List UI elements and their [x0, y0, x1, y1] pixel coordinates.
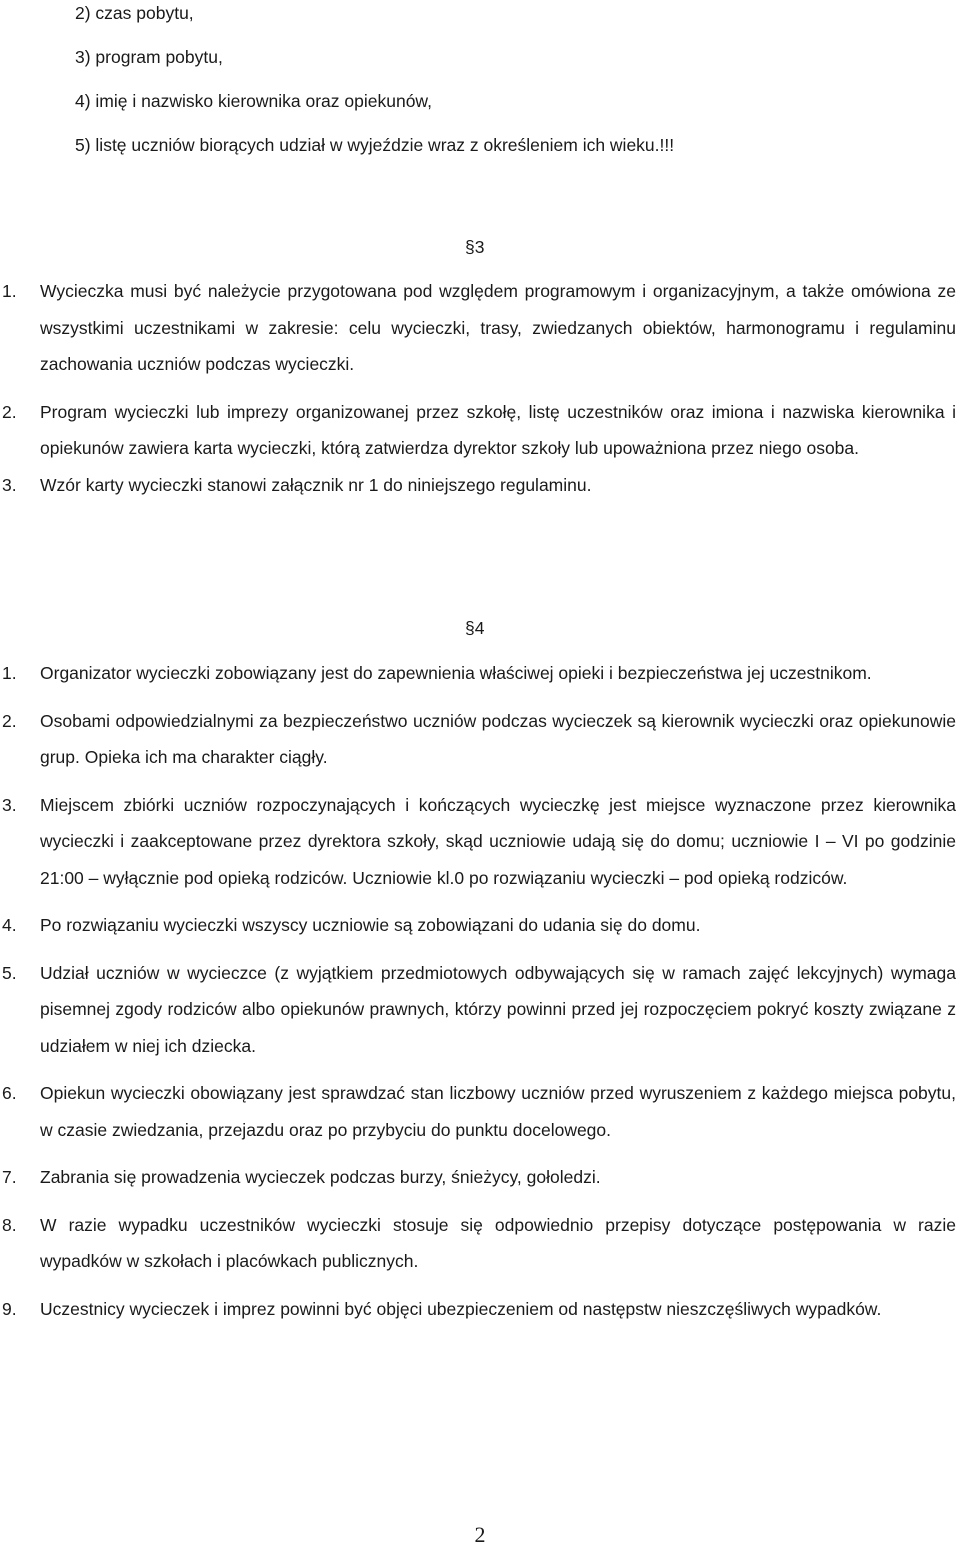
list-item [0, 1207, 956, 1280]
item-text: Udział uczniów w wycieczce (z wyjątkiem przedmiotowych odbywających się w ramach zajęć lekcyjnych) wymaga pisemnej zgody rodziców albo opiekunów prawnych, którzy powinni przed jej rozpoczęciem pokryć koszty związane z udziałem w niej ich dziecka. [40, 962, 956, 1056]
item-number: 7. [2, 1167, 17, 1187]
item-number: 2. [2, 710, 17, 731]
list-item: 3) program pobytu, [75, 47, 223, 67]
item-text: Po rozwiązaniu wycieczki wszyscy uczniowie są zobowiązani do udania się do domu. [40, 915, 701, 935]
list-item [0, 467, 956, 504]
item-text: Miejscem zbiórki uczniów rozpoczynających i kończących wycieczkę jest miejsce wyznaczone przez kierownika wycieczki i zaakceptowane przez dyrektora szkoły, skąd uczniowie udają się do domu; uczniowie I – VI po godzinie 21:00 – wyłącznie pod opieką rodziców. Uczniowie kl.0 po rozwiązaniu wycieczki – pod opieką rodziców. [40, 794, 956, 888]
list-item: 5) listę uczniów biorących udział w wyjeździe wraz z określeniem ich wieku.!!! [75, 135, 675, 155]
item-text: Osobami odpowiedzialnymi za bezpieczeństwo uczniów podczas wycieczek są kierownik wycieczki oraz opiekunowie grup. Opieka ich ma charakter ciągły. [40, 710, 956, 767]
section-4-list [0, 655, 956, 1327]
intro-list [75, 1, 935, 177]
list-item [0, 787, 956, 897]
item-number: 5. [2, 962, 17, 983]
item-text: Wzór karty wycieczki stanowi załącznik nr 1 do niniejszego regulaminu. [40, 474, 592, 495]
item-number: 6. [2, 1083, 17, 1103]
list-item [0, 1291, 956, 1328]
list-item [0, 655, 956, 692]
list-item [0, 955, 956, 1065]
item-number: 1. [2, 281, 17, 301]
section-4-heading: §4 [465, 618, 485, 638]
item-text: Organizator wycieczki zobowiązany jest do zapewnienia właściwej opieki i bezpieczeństwa jej uczestnikom. [40, 663, 872, 683]
item-number: 1. [2, 663, 17, 683]
item-number: 3. [2, 474, 17, 495]
list-item [0, 703, 956, 776]
list-item [0, 907, 956, 944]
item-number: 4. [2, 915, 17, 935]
item-number: 3. [2, 794, 17, 815]
item-text: W razie wypadku uczestników wycieczki stosuje się odpowiednio przepisy dotyczące postępowania w razie wypadków w szkołach i placówkach publicznych. [40, 1214, 956, 1271]
list-item: 4) imię i nazwisko kierownika oraz opiekunów, [75, 91, 432, 111]
item-number: 9. [2, 1298, 17, 1319]
list-item [0, 273, 956, 383]
item-text: Zabrania się prowadzenia wycieczek podczas burzy, śnieżycy, gołoledzi. [40, 1167, 601, 1187]
item-number: 2. [2, 401, 17, 422]
list-item [0, 394, 956, 467]
list-item [0, 1159, 956, 1196]
section-3-heading: §3 [465, 237, 485, 257]
page-number: 2 [474, 1522, 486, 1547]
item-text: Program wycieczki lub imprezy organizowanej przez szkołę, listę uczestników oraz imiona i nazwiska kierownika i opiekunów zawiera karta wycieczki, którą zatwierdza dyrektor szkoły lub upoważniona przez niego osoba. [40, 401, 956, 458]
section-3-list [0, 273, 956, 503]
item-number: 8. [2, 1214, 17, 1235]
item-text: Opiekun wycieczki obowiązany jest sprawdzać stan liczbowy uczniów przed wyruszeniem z każdego miejsca pobytu, w czasie zwiedzania, przejazdu oraz po przybyciu do punktu docelowego. [40, 1083, 956, 1140]
item-text: Uczestnicy wycieczek i imprez powinni być objęci ubezpieczeniem od następstw nieszczęśliwych wypadków. [40, 1298, 882, 1319]
item-text: Wycieczka musi być należycie przygotowana pod względem programowym i organizacyjnym, a także omówiona ze wszystkimi uczestnikami w zakresie: celu wycieczki, trasy, zwiedzanych obiektów, harmonogramu i regulaminu zachowania uczniów podczas wycieczki. [40, 281, 956, 374]
list-item [0, 1075, 956, 1148]
list-item: 2) czas pobytu, [75, 3, 194, 23]
